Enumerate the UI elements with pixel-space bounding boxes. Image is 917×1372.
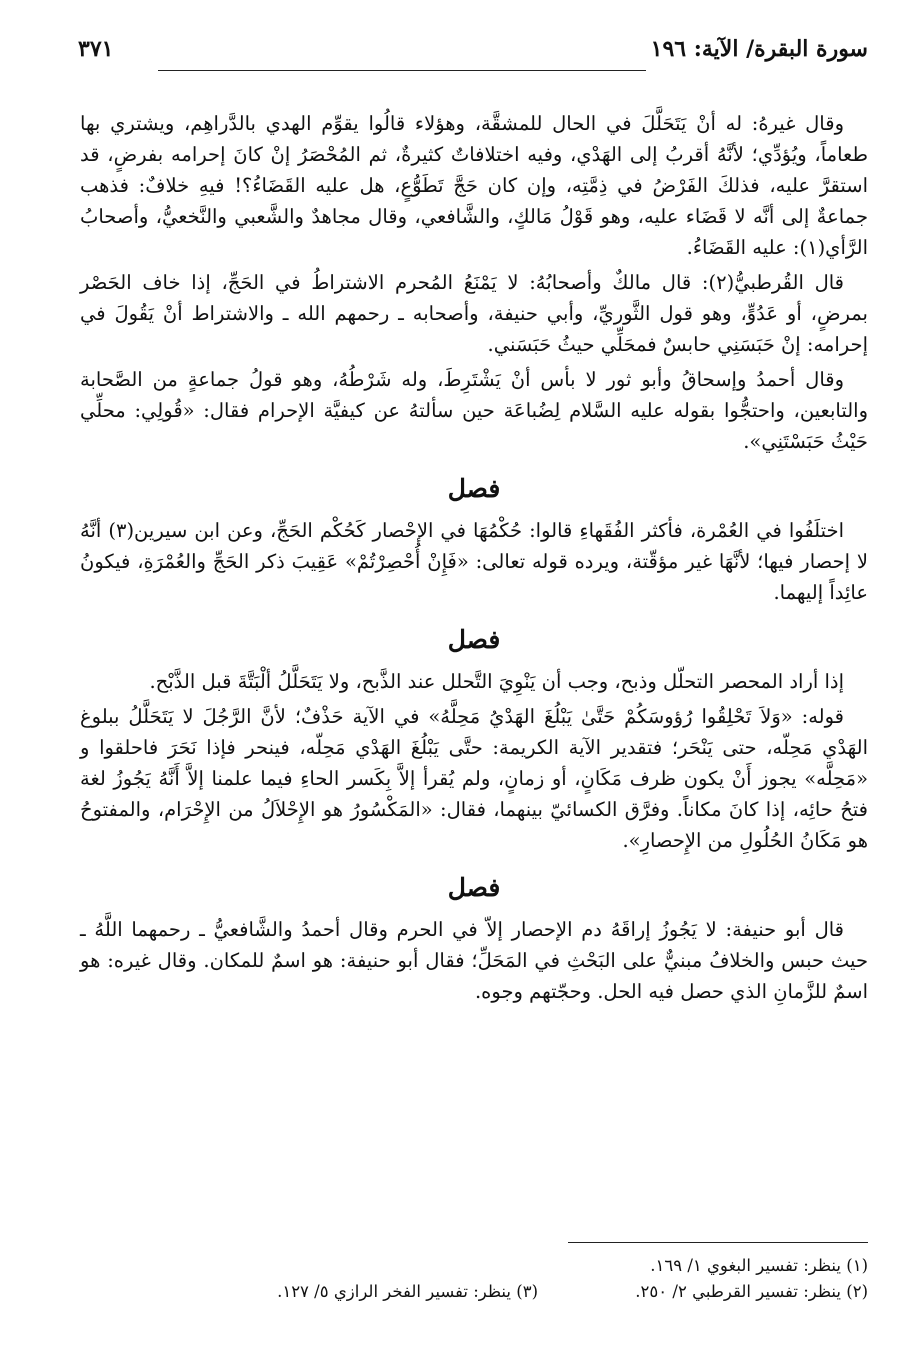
paragraph: إذا أراد المحصر التحلّل وذبح، وجب أن يَنْوِيَ التَّحلل عند الذَّبح، ولا يَتَحَلَّلُ ألْبَتَّةَ قبل الذَّبْح. <box>149 670 844 693</box>
paragraph: قال أبو حنيفة: لا يَجُوزُ إراقَهُ دم الإحصار إلاّ في الحرم وقال أحمدُ والشَّافعيُّ ـ رحمهما اللَّهُ ـ حيث حبس والخلافُ مبنيٌّ على البَحْثِ في المَحَلِّ؛ فقال أبو حنيفة: هو اسمٌ للمكان. وقال غيره: هو اسمٌ للزَّمانِ الذي حصل فيه الحل. وحجّتهم وجوه. <box>80 918 868 1003</box>
section-title: فصل <box>447 474 501 503</box>
page-header <box>78 30 868 78</box>
section-title: فصل <box>447 625 501 654</box>
paragraph: وقال غيرهُ: له أنْ يَتَحَلَّلَ في الحال للمشقَّة، وهؤلاء قالُوا يقوِّم الهدي بالدَّراهِم، ويشتري بها طعاماً، ويُؤدِّي؛ لأنَّهُ أقربُ إلى الهَدْي، وفيه اختلافاتٌ كثيرةٌ، ثم المُحْصَرُ إنْ كانَ إحرامه بفرضٍ، قد استقرَّ عليه، فذلكَ الفَرْضُ في ذِمَّتِه، وإن كان حَجَّ تَطَوُّعٍ، هل عليه القَضَاءُ؟! فيهِ خلافٌ: فذهب جماعةٌ إلى أنَّه لا قَضَاء عليه، وهو قَوْلُ مَالكٍ، والشَّافعي، وقال مجاهدٌ والشَّعبي والنَّخعيُّ، وأصحابُ الرَّأي(١): عليه القَضَاءُ. <box>80 112 868 259</box>
footnote: (١) ينظر: تفسير البغوي ١/ ١٦٩. <box>650 1256 868 1275</box>
paragraph: وقال أحمدُ وإسحاقُ وأبو ثور لا بأس أنْ يَشْتَرِطَ، وله شَرْطُهُ، وهو قولُ جماعةٍ من الصَّحابة والتابعين، واحتجُّوا بقوله عليه السَّلام لِضُباعَة حين سألتهُ عن كيفيَّة الإحرام فقال: «قُولِي: محلِّي حَيْثُ حَبَسْتَنِي». <box>80 368 868 453</box>
page-number: ٣٧١ <box>78 36 114 62</box>
paragraph: قوله: «وَلاَ تَحْلِقُوا رُؤوسَكُمْ حَتَّىٰ يَبْلُغَ الهَدْيُ مَحِلَّهُ» في الآية حَذْفٌ؛ لأنَّ الرَّجُلَ لا يَتَحَلَّلُ ببلوغ الهَدْي مَحِلّه، حتى يَنْحَر؛ فتقدير الآية الكريمة: حتَّى يَبْلُغَ الهَدْي مَحِلّه، فينحر فإذا نَحَرَ فاحلقوا و «مَحِلَّه» يجوز أَنْ يكون ظرف مَكَانٍ، أو زمانٍ، ولم يُقرأ إلاَّ بِكَسر الحاءِ فيما علمنا إلاَّ أَنَّهُ يَجُوزُ لغة فتحُ حائِه، إذا كانَ مكاناً. وفرَّق الكسائيّ بينهما، فقال: «المَكْسُورُ هو الإِحْلاَلُ من الإِحْرَام، والمفتوحُ هو مَكَانُ الحُلُولِ من الإِحصارِ». <box>80 705 868 852</box>
footnote-row <box>150 1279 868 1305</box>
section-title: فصل <box>447 873 501 902</box>
header-rule <box>158 70 646 71</box>
footnote-rule <box>568 1242 868 1243</box>
main-text <box>80 108 868 1011</box>
paragraph: قال القُرطبيُّ(٢): قال مالكٌ وأصحابُهُ: لا يَمْنَعُ المُحرم الاشتراطُ في الحَجِّ، إذا خاف الحَصْر بمرضٍ، أو عَدُوٍّ، وهو قول الثَّوريِّ، وأبي حنيفة، وأصحابه ـ رحمهم الله ـ والاشتراط أنْ يَقُولَ في إحرامه: إنْ حَبَسَنِي حابسٌ فمحَلِّي حيثُ حَبَسَني. <box>80 271 868 356</box>
footnotes <box>150 1242 868 1305</box>
running-head: سورة البقرة/ الآية: ١٩٦ <box>650 36 868 62</box>
footnote-row <box>150 1253 868 1279</box>
footnote: (٣) ينظر: تفسير الفخر الرازي ٥/ ١٢٧. <box>277 1282 538 1301</box>
paragraph: اختلَفُوا في العُمْرة، فأكثر الفُقَهاءِ قالوا: حُكْمُهَا في الإحْصار كَحُكْم الحَجِّ، وعن ابن سيرين(٣) أنَّهُ لا إحصار فيها؛ لأنَّهَا غير مؤقّتة، ويرده قوله تعالى: «فَإِنْ أُحْصِرْتُمْ» عَقِيبَ ذكر الحَجِّ والعُمْرَةِ، فيكونُ عائِداً إليهما. <box>80 519 868 604</box>
footnote: (٢) ينظر: تفسير القرطبي ٢/ ٢٥٠. <box>635 1282 868 1301</box>
